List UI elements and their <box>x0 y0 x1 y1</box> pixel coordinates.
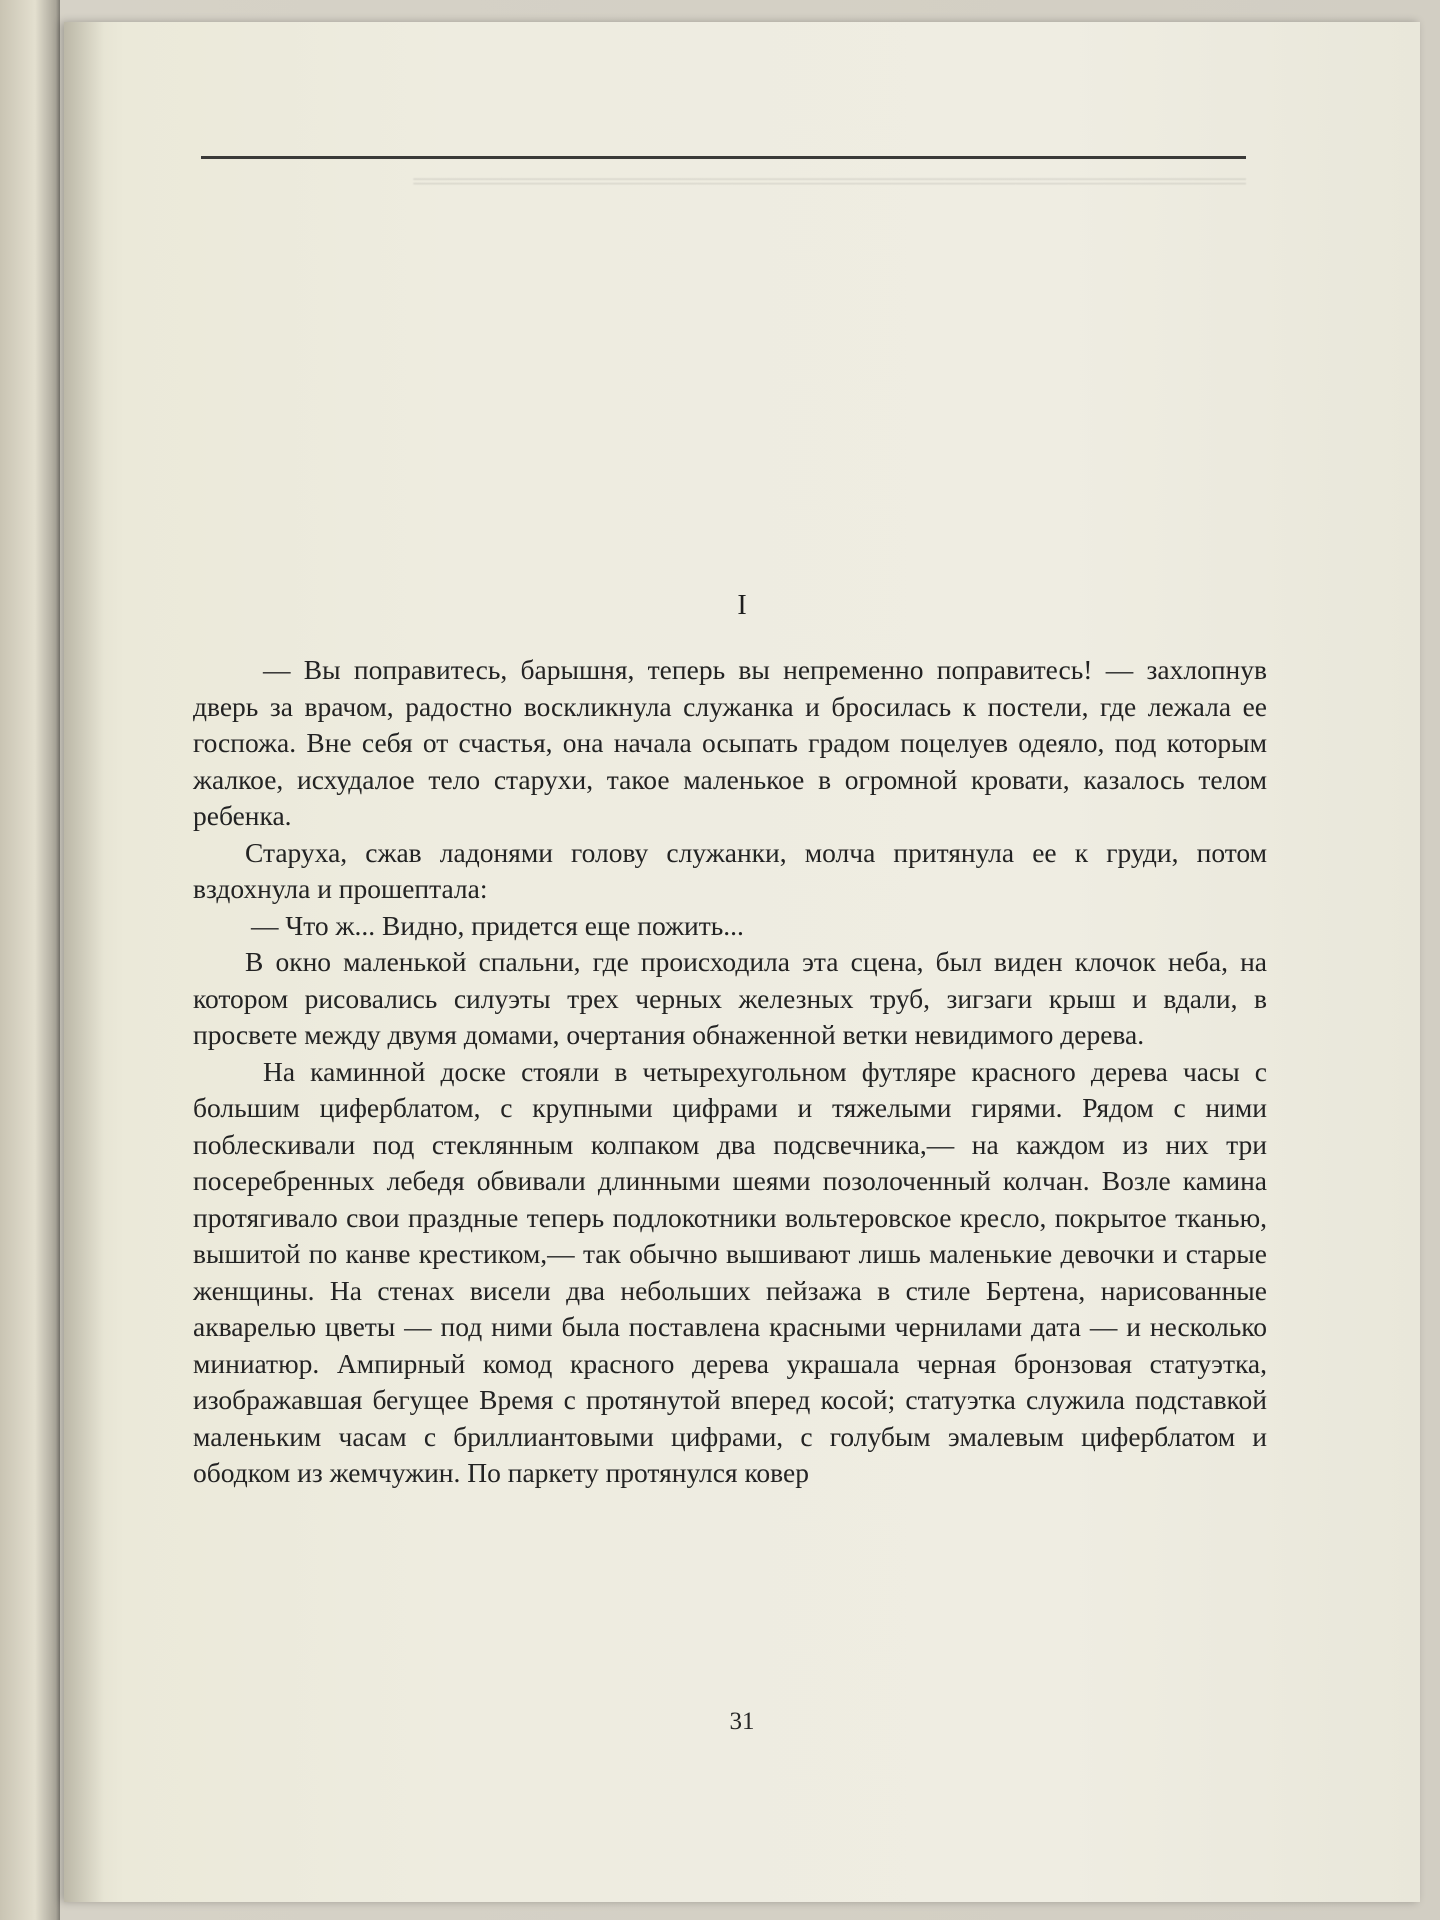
paragraph-3: — Что ж... Видно, придется еще пожить... <box>251 909 744 941</box>
page-number: 31 <box>729 1708 755 1735</box>
left-page-edge <box>0 0 60 1920</box>
page-gutter-shadow <box>64 22 104 1902</box>
paragraph-2: Старуха, сжав ладонями голову служанки, молча притянула ее к груди, потом вздохнула и прошептала: <box>193 836 1267 904</box>
body-text <box>193 652 1267 1492</box>
paragraph-4: В окно маленькой спальни, где происходила эта сцена, был виден клочок неба, на котором рисовались силуэты трех черных железных труб, зигзаги крыш и вдали, в просвете между двумя домами, очертания обнаженной ветки невидимого дерева. <box>193 946 1267 1050</box>
header-rule <box>201 156 1246 159</box>
paragraph-5: На каминной доске стояли в четырехугольном футляре красного дерева часы с большим циферблатом, с крупными цифрами и тяжелыми гирями. Рядом с ними поблескивали под стеклянным колпаком два подсвечника,— на каждом из них три посеребренных лебедя обвивали длинными шеями позолоченный колчан. Возле камина протягивало свои праздные теперь подлокотники вольтеровское кресло, покрытое тканью, вышитой по канве крестиком,— так обычно вышивают лишь маленькие девочки и старые женщины. На стенах висели два небольших пейзажа в стиле Бертена, нарисованные акварелью цветы — под ними была поставлена красными чернилами дата — и несколько миниатюр. Ампирный комод красного дерева украшала черная бронзовая статуэтка, изображавшая бегущее Время с протянутой вперед косой; статуэтка служила подставкой маленьким часам с бриллиантовыми цифрами, с голубым эмалевым циферблатом и ободком из жемчужин. По паркету протянулся ковер <box>193 1055 1267 1488</box>
paragraph-1: — Вы поправитесь, барышня, теперь вы непременно поправитесь! — захлопнув дверь за врачом, радостно воскликнула служанка и бросилась к постели, где лежала ее госпожа. Вне себя от счастья, она начала осыпать градом поцелуев одеяло, под которым жалкое, исхудалое тело старухи, такое маленькое в огромной кровати, казалось телом ребенка. <box>193 654 1267 831</box>
bleed-through-text: ═══════════════════════════════════════════════ <box>413 168 1246 195</box>
book-page <box>64 22 1420 1902</box>
chapter-heading: I <box>737 590 747 621</box>
